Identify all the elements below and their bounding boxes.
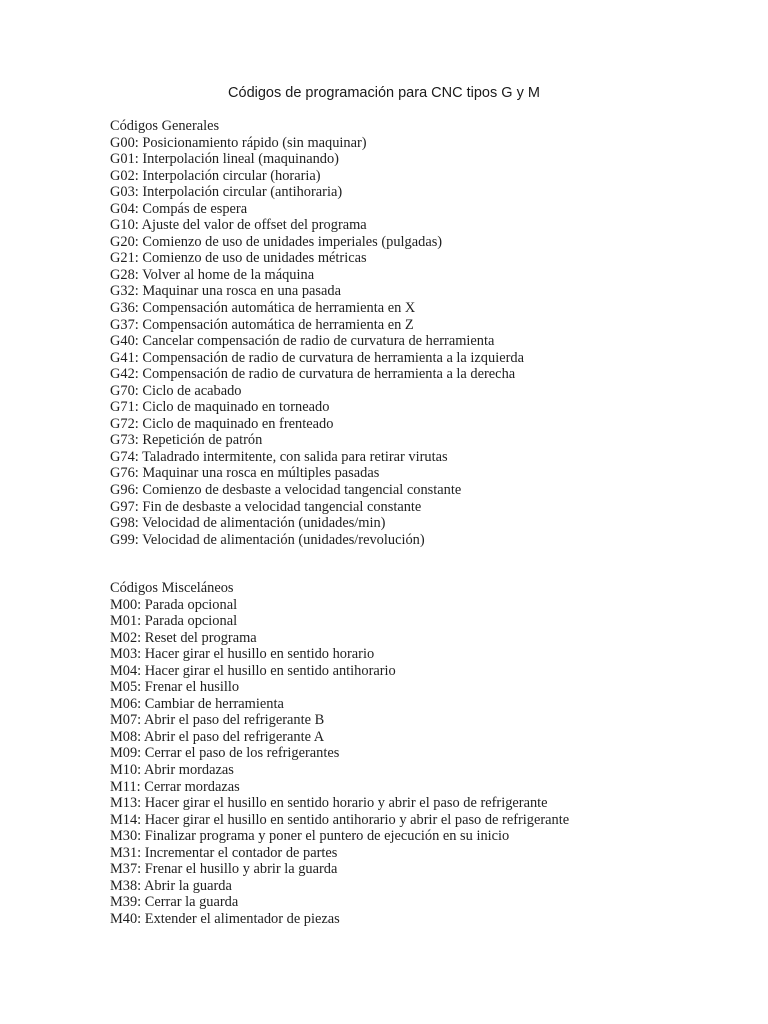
- code-item-general: G00: Posicionamiento rápido (sin maquinar): [110, 134, 367, 151]
- code-item-misc: M06: Cambiar de herramienta: [110, 695, 284, 712]
- code-item-general: G70: Ciclo de acabado: [110, 382, 242, 399]
- code-item-general: G10: Ajuste del valor de offset del programa: [110, 217, 367, 234]
- code-item-misc: M07: Abrir el paso del refrigerante B: [110, 712, 325, 729]
- misc-codes-list: [110, 597, 730, 928]
- code-item-general: G32: Maquinar una rosca en una pasada: [110, 283, 341, 300]
- code-item-general: G98: Velocidad de alimentación (unidades/min): [110, 515, 386, 532]
- code-item-misc: M39: Cerrar la guarda: [110, 894, 239, 911]
- code-item-general: G02: Interpolación circular (horaria): [110, 167, 321, 184]
- page-title: Códigos de programación para CNC tipos G y M: [228, 85, 540, 101]
- code-item-misc: M31: Incrementar el contador de partes: [110, 844, 338, 861]
- code-item-general: G42: Compensación de radio de curvatura de herramienta a la derecha: [110, 366, 516, 383]
- code-item-misc: M30: Finalizar programa y poner el puntero de ejecución en su inicio: [110, 828, 510, 845]
- code-item-misc: M13: Hacer girar el husillo en sentido horario y abrir el paso de refrigerante: [110, 795, 548, 812]
- code-item-general: G01: Interpolación lineal (maquinando): [110, 151, 339, 168]
- code-item-general: G76: Maquinar una rosca en múltiples pasadas: [110, 465, 380, 482]
- code-item-misc: M09: Cerrar el paso de los refrigerantes: [110, 745, 340, 762]
- code-item-misc: M37: Frenar el husillo y abrir la guarda: [110, 861, 338, 878]
- code-item-general: G36: Compensación automática de herramienta en X: [110, 300, 416, 317]
- code-item-misc: M40: Extender el alimentador de piezas: [110, 910, 340, 927]
- code-item-general: G20: Comienzo de uso de unidades imperiales (pulgadas): [110, 233, 443, 250]
- code-item-general: G21: Comienzo de uso de unidades métricas: [110, 250, 367, 267]
- code-item-misc: M03: Hacer girar el husillo en sentido horario: [110, 646, 375, 663]
- code-item-misc: M08: Abrir el paso del refrigerante A: [110, 728, 325, 745]
- general-codes-list: [110, 135, 730, 549]
- code-item-general: G28: Volver al home de la máquina: [110, 266, 315, 283]
- code-item-misc: M10: Abrir mordazas: [110, 762, 234, 779]
- code-item-misc: M02: Reset del programa: [110, 629, 257, 646]
- code-item-misc: M00: Parada opcional: [110, 596, 238, 613]
- code-item-misc: M01: Parada opcional: [110, 613, 238, 630]
- code-item-misc: M14: Hacer girar el husillo en sentido antihorario y abrir el paso de refrigerante: [110, 811, 570, 828]
- code-item-misc: M38: Abrir la guarda: [110, 877, 232, 894]
- code-item-general: G73: Repetición de patrón: [110, 432, 263, 449]
- code-item-general: G97: Fin de desbaste a velocidad tangencial constante: [110, 498, 422, 515]
- code-item-general: G96: Comienzo de desbaste a velocidad tangencial constante: [110, 482, 462, 499]
- code-item-general: G04: Compás de espera: [110, 200, 248, 217]
- code-item-general: G41: Compensación de radio de curvatura de herramienta a la izquierda: [110, 349, 524, 366]
- section-heading-misc: Códigos Misceláneos: [110, 580, 234, 596]
- code-item-general: G03: Interpolación circular (antihoraria): [110, 184, 343, 201]
- code-item-general: G40: Cancelar compensación de radio de curvatura de herramienta: [110, 333, 495, 350]
- section-heading-general: Códigos Generales: [110, 118, 220, 134]
- general-codes-section: [110, 118, 730, 548]
- code-item-misc: M04: Hacer girar el husillo en sentido antihorario: [110, 662, 396, 679]
- code-item-general: G37: Compensación automática de herramienta en Z: [110, 316, 414, 333]
- misc-codes-section: [110, 580, 730, 927]
- code-item-misc: M11: Cerrar mordazas: [110, 778, 240, 795]
- code-item-general: G71: Ciclo de maquinado en torneado: [110, 399, 330, 416]
- code-item-general: G72: Ciclo de maquinado en frenteado: [110, 415, 334, 432]
- code-item-general: G99: Velocidad de alimentación (unidades/revolución): [110, 531, 425, 548]
- code-item-general: G74: Taladrado intermitente, con salida para retirar virutas: [110, 448, 448, 465]
- code-item-misc: M05: Frenar el husillo: [110, 679, 240, 696]
